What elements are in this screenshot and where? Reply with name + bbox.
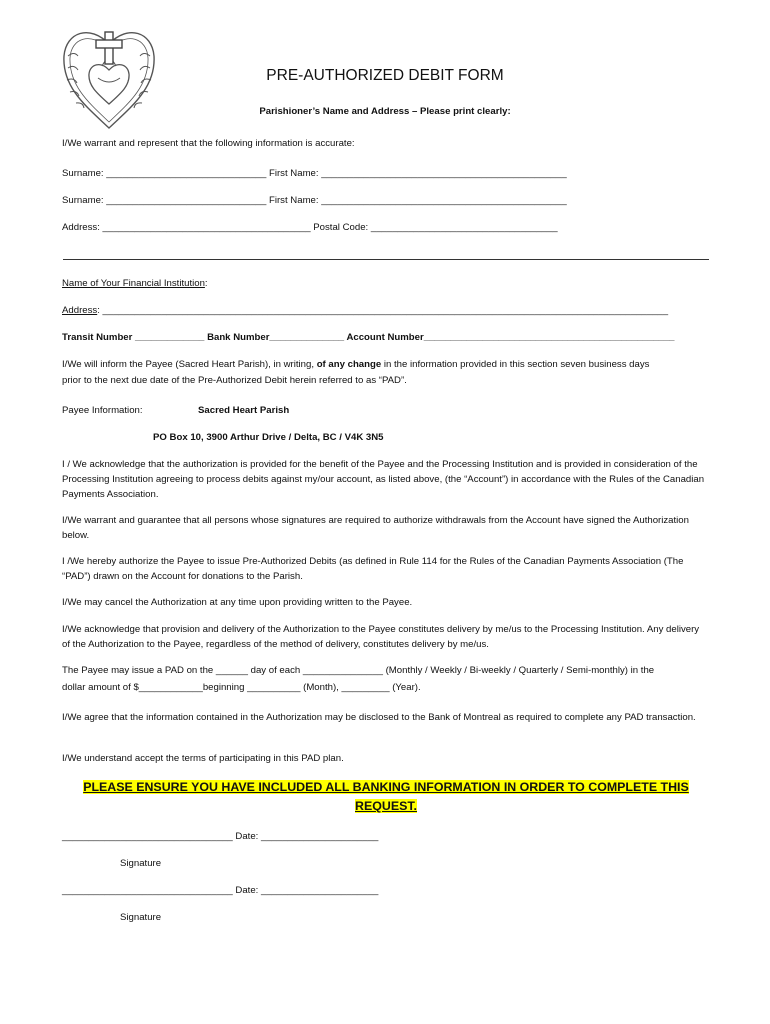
- transit-bank-account-numbers-field[interactable]: Transit Number _____________ Bank Number______________ Account Number_______________________________________________: [62, 332, 675, 343]
- disclose-paragraph: I/We agree that the information contained in the Authorization may be disclosed to the Bank of Montreal as required to complete any PAD transaction.: [62, 712, 696, 723]
- intro-text: I/We warrant and represent that the following information is accurate:: [62, 138, 355, 149]
- address-postal-code-field[interactable]: Address: _______________________________________ Postal Code: ___________________________________: [62, 222, 558, 233]
- section-divider: [63, 259, 709, 260]
- signature-date-line-1[interactable]: ________________________________ Date: ______________________: [62, 831, 379, 842]
- authorize-paragraph: I /We hereby authorize the Payee to issue Pre-Authorized Debits (as defined in Rule 114 for the Rules of the Canadian Payments Association (The “PAD”) drawn on the Account for donations to the Parish.: [62, 556, 684, 582]
- bank-address-label: Address: [62, 305, 98, 316]
- bank-address-field[interactable]: Address: __________________________________________________________________________________________________________: [62, 305, 669, 316]
- inform-change-text: I/We will inform the Payee (Sacred Heart Parish), in writing, of any change in the information provided in this section seven business days: [62, 359, 650, 370]
- financial-institution-field[interactable]: Name of Your Financial Institution:: [62, 278, 208, 289]
- signature-date-line-2[interactable]: ________________________________ Date: ______________________: [62, 885, 379, 896]
- cancel-paragraph: I/We may cancel the Authorization at any time upon providing written to the Payee.: [62, 597, 413, 608]
- financial-institution-label: Name of Your Financial Institution: [62, 278, 205, 289]
- page-subtitle: Parishioner’s Name and Address – Please print clearly:: [259, 106, 511, 117]
- acknowledge-paragraph: I / We acknowledge that the authorization is provided for the benefit of the Payee and the Processing Institution and is provided in consideration of the Processing Institution agreeing to process debits against my/our account, as listed above, (the “Account”) in accordance with the Rules of the Canadian Payments Association.: [62, 459, 705, 500]
- surname-firstname-field-1[interactable]: Surname: ______________________________ First Name: ______________________________________________: [62, 168, 567, 179]
- payee-address: PO Box 10, 3900 Arthur Drive / Delta, BC / V4K 3N5: [153, 432, 384, 443]
- guarantee-paragraph: I/We warrant and guarantee that all persons whose signatures are required to authorize withdrawals from the Account have signed the Authorization below.: [62, 515, 689, 541]
- payee-label: Payee Information:: [62, 405, 143, 416]
- page-title: PRE-AUTHORIZED DEBIT FORM: [266, 67, 504, 84]
- delivery-paragraph: I/We acknowledge that provision and delivery of the Authorization to the Payee constitutes delivery by me/us to the Processing Institution. Any delivery of the Authorization to the Payee, regardless of the method of delivery, constitutes delivery by me/us.: [62, 624, 700, 650]
- banking-info-notice: PLEASE ENSURE YOU HAVE INCLUDED ALL BANKING INFORMATION IN ORDER TO COMPLETE THIS REQUEST.: [83, 780, 689, 813]
- signature-label-2: Signature: [120, 912, 162, 923]
- inform-change-text-line2: prior to the next due date of the Pre-Authorized Debit herein referred to as “PAD”.: [62, 375, 407, 386]
- terms-paragraph: I/We understand accept the terms of participating in this PAD plan.: [62, 753, 344, 764]
- payee-name: Sacred Heart Parish: [198, 405, 290, 416]
- surname-firstname-field-2[interactable]: Surname: ______________________________ First Name: ______________________________________________: [62, 195, 567, 206]
- pad-amount-field[interactable]: dollar amount of $____________beginning __________ (Month), _________ (Year).: [62, 682, 421, 693]
- pad-schedule-field[interactable]: The Payee may issue a PAD on the ______ day of each _______________ (Monthly / Weekly / Bi-weekly / Quarterly / Semi-monthly) in the: [62, 665, 655, 676]
- signature-label-1: Signature: [120, 858, 162, 869]
